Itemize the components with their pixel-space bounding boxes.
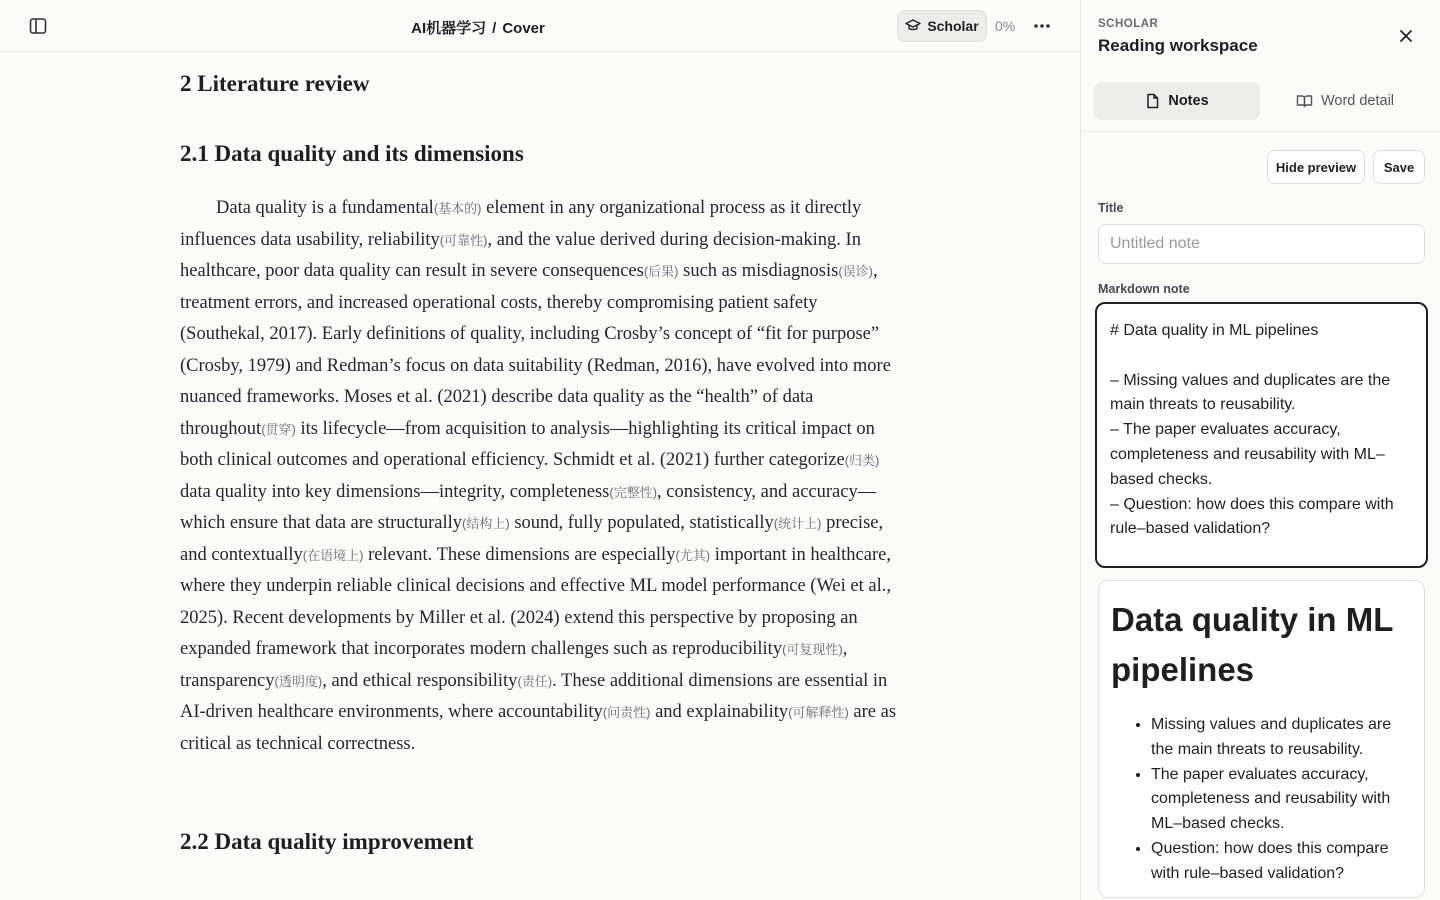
paragraph-text: element in any organizational process as it directly influences data usability, reliability: [180, 198, 862, 250]
word-gloss[interactable]: (尤其): [675, 547, 711, 563]
markdown-preview: [1098, 580, 1425, 898]
paragraph-text: , and ethical responsibility: [322, 670, 518, 691]
paragraph-text: , consistency, and accuracy—which ensure that data are structurally: [180, 481, 877, 533]
markdown-note-editor[interactable]: [1095, 302, 1428, 568]
next-section-heading: 2.2 Data quality improvement: [180, 829, 474, 854]
paragraph-text: important in healthcare, where they underpin reliable clinical decisions and effective ML model performance (Wei et al., 2025). Recent developments by Miller et al. (2024) extend this perspective by proposing an expanded framework that incorporates modern challenges such as reproducibility: [180, 544, 891, 659]
paragraph-text: , and the value derived during decision-making. In healthcare, poor data quality can result in severe consequences: [180, 229, 861, 281]
preview-list-item: • Missing values and duplicates are the main threats to reusability.: [1151, 713, 1412, 763]
scholar-button[interactable]: [897, 10, 987, 42]
preview-list: [1111, 713, 1412, 887]
hide-preview-button[interactable]: Hide preview: [1267, 150, 1365, 184]
panel-tabs: [1081, 82, 1440, 132]
section-heading-partial: 2 Literature review: [180, 71, 370, 96]
paragraph-text: such as misdiagnosis: [678, 261, 839, 281]
body-paragraph: [180, 193, 900, 760]
word-gloss[interactable]: (归类): [844, 453, 880, 468]
tab-word-detail[interactable]: [1262, 82, 1428, 120]
section-heading: 2.1 Data quality and its dimensions: [180, 141, 524, 166]
note-title-input[interactable]: [1098, 224, 1425, 264]
paragraph-text: sound, fully populated, statistically: [509, 513, 774, 533]
reading-progress: 0%: [995, 18, 1016, 34]
word-gloss[interactable]: (可靠性): [439, 232, 488, 248]
scholar-label: Scholar: [927, 18, 979, 34]
word-gloss[interactable]: (完整性): [609, 484, 658, 500]
paragraph-text: and explainability: [650, 702, 789, 722]
preview-list-item: • The paper evaluates accuracy, completeness and reusability with ML–based checks.: [1151, 763, 1412, 837]
word-gloss[interactable]: (后果): [643, 264, 679, 279]
markdown-label: Markdown note: [1098, 282, 1190, 296]
word-gloss[interactable]: (可解释性): [788, 705, 849, 720]
paragraph-text: Data quality is a fundamental: [216, 198, 434, 218]
tab-notes-label: Notes: [1168, 93, 1209, 109]
preview-heading: Data quality in ML pipelines: [1111, 601, 1393, 688]
document-content: [180, 52, 900, 900]
word-gloss[interactable]: (统计上): [773, 516, 822, 531]
word-gloss[interactable]: (结构上): [462, 516, 510, 531]
breadcrumb-book[interactable]: AI机器学习: [411, 20, 487, 37]
paragraph-text: precise, and contextually: [180, 513, 884, 565]
file-icon: [1145, 93, 1160, 109]
word-gloss[interactable]: (问责性): [602, 705, 651, 720]
panel-eyebrow: SCHOLAR: [1098, 18, 1159, 30]
title-label: Title: [1098, 201, 1124, 215]
reader-toolbar: [0, 0, 1080, 52]
word-gloss[interactable]: (责任): [517, 673, 553, 689]
paragraph-text: are as critical as technical correctness.: [180, 702, 897, 754]
graduation-cap-icon: [905, 19, 921, 33]
breadcrumb-separator: /: [492, 20, 497, 37]
breadcrumb-chapter[interactable]: Cover: [502, 20, 545, 37]
breadcrumb: [0, 17, 956, 38]
paragraph-text: , transparency: [180, 639, 848, 691]
paragraph-text: its lifecycle—from acquisition to analysis—highlighting its critical impact on both clinical outcomes and operational efficiency. Schmidt et al. (2021) further categorize: [180, 418, 875, 470]
word-gloss[interactable]: (透明度): [274, 673, 323, 689]
word-gloss[interactable]: (在语境上): [302, 547, 364, 563]
panel-title: Reading workspace: [1098, 36, 1258, 55]
paragraph-text: relevant. These dimensions are especially: [363, 544, 676, 565]
preview-list-item: • Question: how does this compare with rule–based validation?: [1151, 837, 1412, 887]
close-icon[interactable]: [1395, 25, 1417, 47]
word-gloss[interactable]: (误诊): [838, 264, 874, 279]
tab-word-detail-label: Word detail: [1320, 93, 1395, 109]
paragraph-text: data quality into key dimensions—integrity, completeness: [180, 481, 610, 502]
paragraph-text: , treatment errors, and increased operational costs, thereby compromising patient safety (Southekal, 2017). Early definitions of quality, including Crosby’s concept of “fit for purpose” (Crosby, 1979) and Redman’s focus on data suitability (Redman, 2016), have evolved into more nuanced frameworks. Moses et al. (2021) describe data quality as the “health” of data throughout: [180, 261, 891, 439]
more-options-icon[interactable]: [1030, 14, 1054, 38]
word-gloss[interactable]: (可复现性): [782, 642, 843, 657]
paragraph-text: . These additional dimensions are essential in AI-driven healthcare environments, where accountability: [180, 670, 888, 722]
word-gloss[interactable]: (基本的): [433, 201, 482, 216]
word-gloss[interactable]: (贯穿): [261, 421, 296, 437]
scholar-panel: [1080, 0, 1440, 900]
book-open-icon: [1296, 94, 1313, 108]
tab-notes[interactable]: [1094, 82, 1260, 120]
save-button[interactable]: Save: [1373, 150, 1425, 184]
